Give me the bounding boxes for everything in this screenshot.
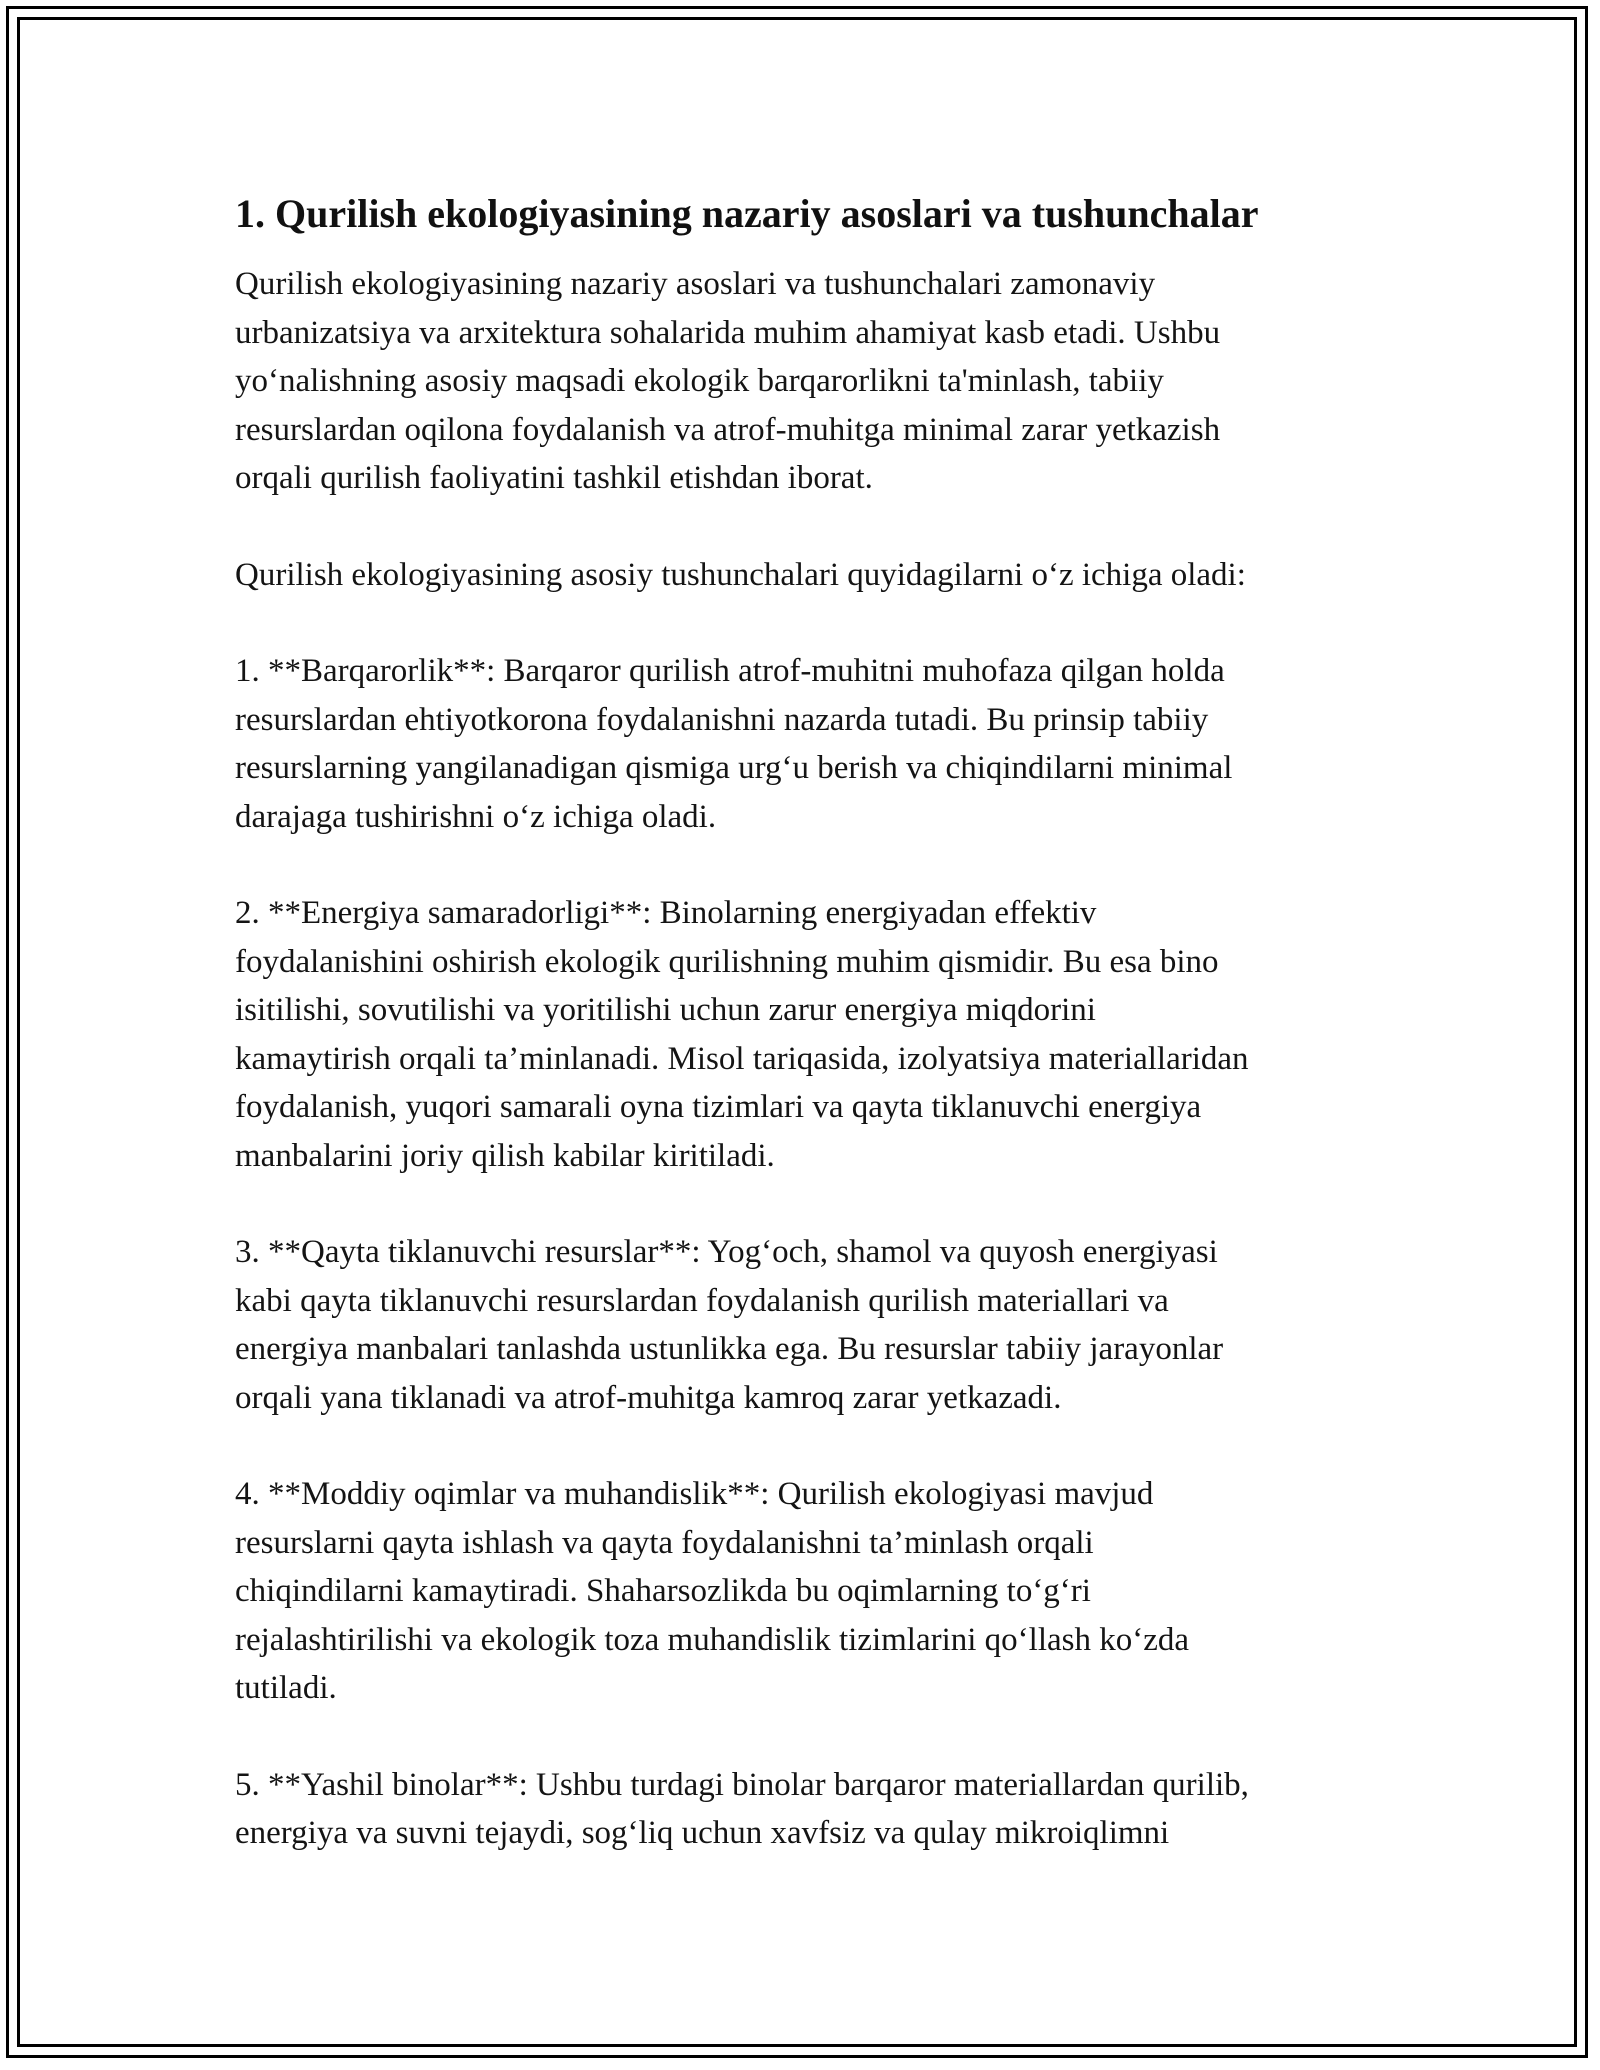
paragraph-line: foydalanishini oshirish ekologik qurilishning muhim qismidir. Bu esa bino <box>235 943 1219 980</box>
list-item-moddiy-oqimlar <box>235 1470 1375 1713</box>
paragraph-line: darajaga tushirishni o‘z ichiga oladi. <box>235 798 717 835</box>
paragraph-line: chiqindilarni kamaytiradi. Shaharsozlikda bu oqimlarning to‘g‘ri <box>235 1573 1091 1609</box>
paragraph-line: tutiladi. <box>235 1670 337 1706</box>
paragraph-concepts-intro <box>235 551 1375 600</box>
paragraph-line: resurslarni qayta ishlash va qayta foydalanishni ta’minlash orqali <box>235 1524 1094 1561</box>
paragraph-line: kamaytirish orqali ta’minlanadi. Misol tariqasida, izolyatsiya materiallaridan <box>235 1040 1249 1077</box>
paragraph-line: energiya manbalari tanlashda ustunlikka ega. Bu resurslar tabiiy jarayonlar <box>235 1331 1224 1367</box>
paragraph-line: isitilishi, sovutilishi va yoritilishi uchun zarur energiya miqdorini <box>235 992 1096 1028</box>
paragraph-line: manbalarini joriy qilish kabilar kiritiladi. <box>235 1137 775 1174</box>
paragraph-line: urbanizatsiya va arxitektura sohalarida muhim ahamiyat kasb etadi. Ushbu <box>235 314 1221 351</box>
paragraph-line: 5. **Yashil binolar**: Ushbu turdagi binolar barqaror materiallardan qurilib, <box>235 1766 1249 1803</box>
paragraph-line: Qurilish ekologiyasining nazariy asoslari va tushunchalari zamonaviy <box>235 266 1156 302</box>
paragraph-line: 3. **Qayta tiklanuvchi resurslar**: Yog‘och, shamol va quyosh energiyasi <box>235 1234 1218 1270</box>
paragraph-line: resurslardan ehtiyotkorona foydalanishni nazarda tutadi. Bu prinsip tabiiy <box>235 701 1209 738</box>
paragraph-line: yo‘nalishning asosiy maqsadi ekologik barqarorlikni ta'minlash, tabiiy <box>235 363 1164 399</box>
list-item-yashil-binolar <box>235 1761 1375 1858</box>
document-body <box>235 188 1375 1906</box>
paragraph-line: 4. **Moddiy oqimlar va muhandislik**: Qurilish ekologiyasi mavjud <box>235 1476 1154 1512</box>
list-item-qayta-tiklanuvchi <box>235 1228 1375 1422</box>
paragraph-line: rejalashtirilishi va ekologik toza muhandislik tizimlarini qo‘llash ko‘zda <box>235 1621 1190 1658</box>
paragraph-line: orqali qurilish faoliyatini tashkil etishdan iborat. <box>235 460 873 496</box>
paragraph-line: resurslardan oqilona foydalanish va atrof-muhitga minimal zarar yetkazish <box>235 411 1221 448</box>
paragraph-line: foydalanish, yuqori samarali oyna tizimlari va qayta tiklanuvchi energiya <box>235 1089 1202 1125</box>
paragraph-line: resurslarning yangilanadigan qismiga urg‘u berish va chiqindilarni minimal <box>235 750 1233 786</box>
document-title: 1. Qurilish ekologiyasining nazariy asoslari va tushunchalar <box>235 191 1259 236</box>
paragraph-line: 2. **Energiya samaradorligi**: Binolarning energiyadan effektiv <box>235 895 1097 931</box>
paragraph-line: orqali yana tiklanadi va atrof-muhitga kamroq zarar yetkazadi. <box>235 1379 1062 1416</box>
paragraph-line: kabi qayta tiklanuvchi resurslardan foydalanish qurilish materiallari va <box>235 1282 1169 1319</box>
paragraph-line: 1. **Barqarorlik**: Barqaror qurilish atrof-muhitni muhofaza qilgan holda <box>235 653 1225 689</box>
paragraph-line: energiya va suvni tejaydi, sog‘liq uchun xavfsiz va qulay mikroiqlimni <box>235 1815 1170 1851</box>
list-item-energiya <box>235 889 1375 1180</box>
paragraph-intro <box>235 260 1375 503</box>
paragraph-line: Qurilish ekologiyasining asosiy tushunchalari quyidagilarni o‘z ichiga oladi: <box>235 556 1246 593</box>
list-item-barqarorlik <box>235 647 1375 841</box>
